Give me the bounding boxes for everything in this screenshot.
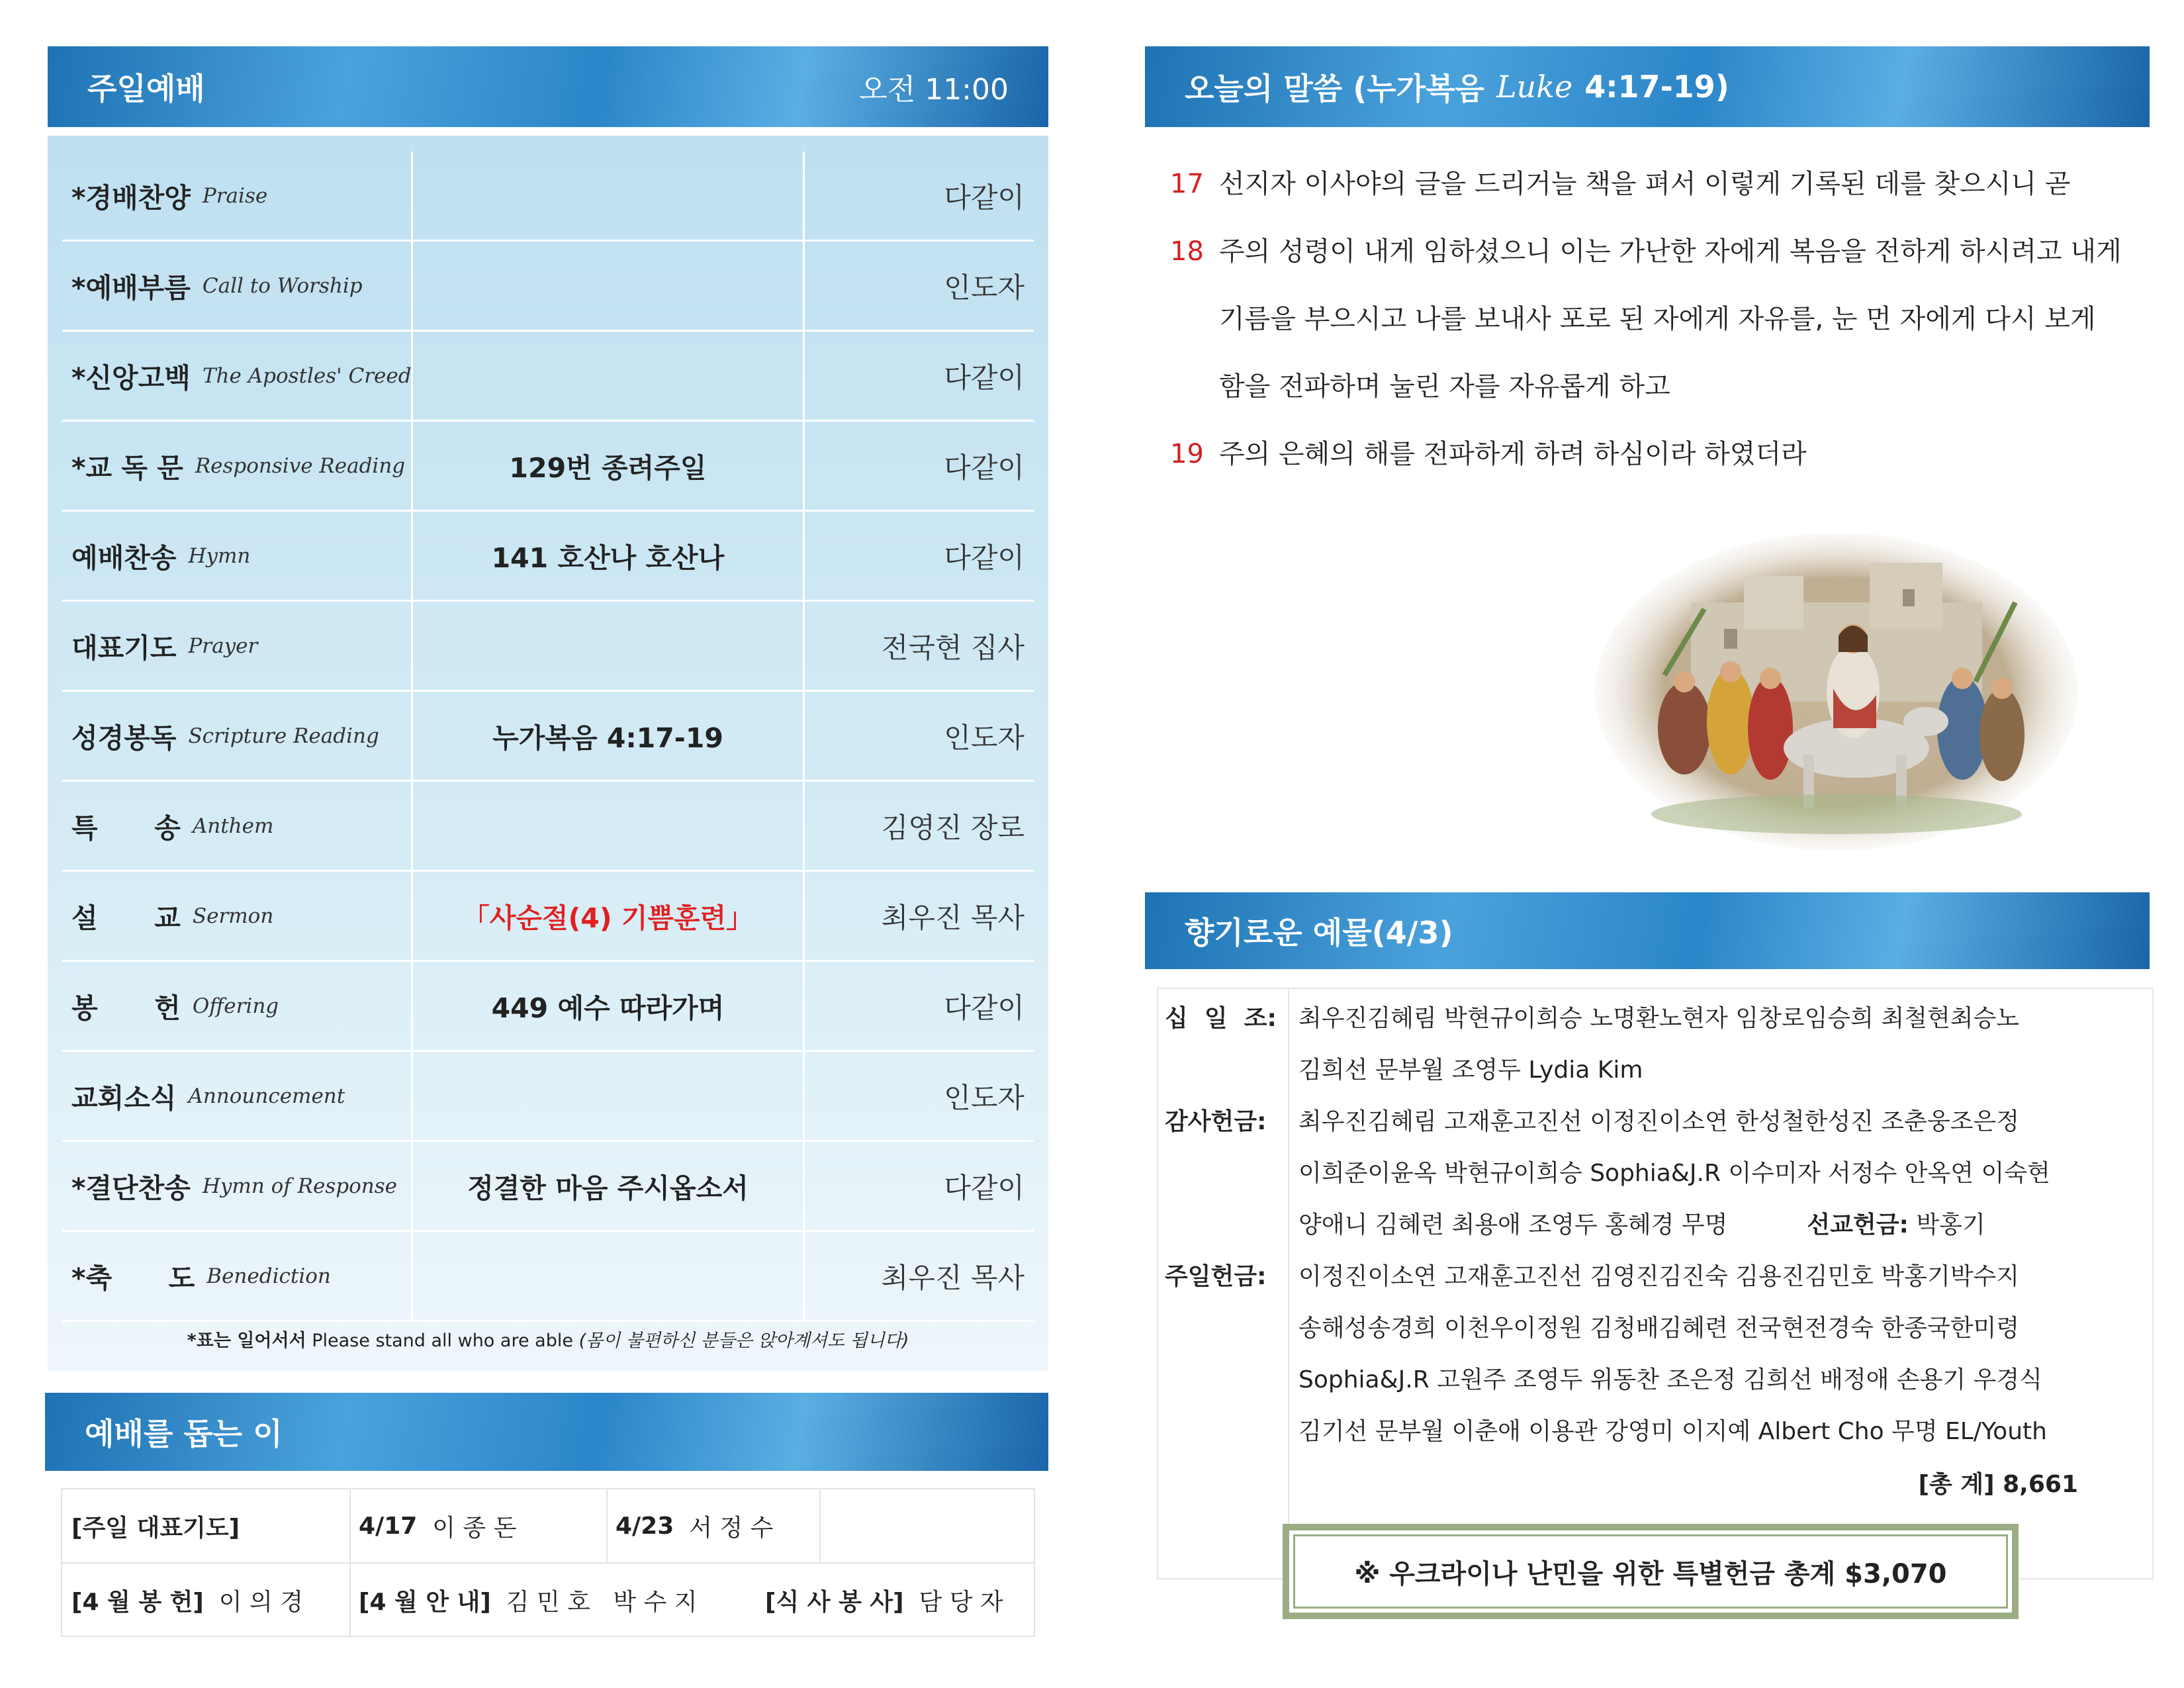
- order-item-ko: *예배부름: [71, 272, 191, 304]
- order-item-detail: 449 예수 따라가며: [413, 962, 805, 1050]
- prayer-1-name: 이 종 돈: [432, 1514, 517, 1542]
- stand-note-en: Please stand all who are able: [312, 1331, 573, 1351]
- offerings-title: 향기로운 예물(4/3): [1185, 915, 1453, 951]
- order-item-ko: *결단찬송: [71, 1172, 191, 1204]
- thanks-line-3: [1298, 1206, 1985, 1240]
- order-item-name: [62, 962, 413, 1050]
- order-item-detail: 「사순절(4) 기쁨훈련」: [413, 872, 805, 960]
- order-row: [62, 332, 1034, 422]
- order-item-leader: 인도자: [944, 271, 1024, 304]
- order-item-en: Call to Worship: [202, 273, 363, 298]
- order-item-en: Sermon: [192, 904, 274, 928]
- stand-note-italic: (몸이 불편하신 분들은 앉아계셔도 됩니다): [578, 1331, 909, 1351]
- order-item-name: [62, 512, 413, 600]
- order-item-leader: 다같이: [944, 181, 1024, 214]
- sunday-line-3: Sophia&J.R 고원주 조영두 위동찬 조은정 김희선 배정애 손용기 우경식: [1298, 1366, 2042, 1393]
- order-item-detail: [413, 602, 805, 690]
- order-item-leader: 최우진 목사: [881, 901, 1024, 934]
- order-item-leader: 최우진 목사: [881, 1261, 1024, 1294]
- order-row: [62, 692, 1034, 782]
- mission-names: 박홍기: [1916, 1211, 1985, 1239]
- sunday-line-4: 김기선 문부월 이춘애 이용관 강영미 이지예 Albert Cho 무명 EL/Youth: [1298, 1418, 2047, 1445]
- order-row: [62, 422, 1034, 512]
- prayer-2-name: 서 정 수: [689, 1514, 774, 1542]
- order-item-detail: 141 호산나 호산나: [413, 512, 805, 600]
- offerings-header: [1145, 892, 2150, 969]
- tithe-label: 십 일 조:: [1165, 1005, 1277, 1032]
- thanks-label: 감사헌금:: [1165, 1108, 1267, 1135]
- order-item-detail: [413, 1232, 805, 1320]
- order-row: [62, 872, 1034, 962]
- thanks-line-1: 최우진김혜림 고재훈고진선 이정진이소연 한성철한성진 조춘웅조은정: [1298, 1108, 2020, 1135]
- order-item-ko: *교 독 문: [71, 452, 183, 484]
- order-row: [62, 152, 1034, 242]
- prayer-label: [주일 대표기도]: [71, 1514, 240, 1542]
- order-row: [62, 1052, 1034, 1142]
- order-row: [62, 512, 1034, 602]
- palm-sunday-illustration: [1592, 530, 2081, 854]
- helpers-title: 예배를 돕는 이: [85, 1416, 283, 1452]
- order-item-detail: [413, 1052, 805, 1140]
- meal-label: [식 사 봉 사]: [765, 1588, 904, 1616]
- order-item-ko: 봉 헌: [71, 992, 181, 1024]
- scripture-title-prefix: 오늘의 말씀 (누가복음: [1185, 71, 1484, 107]
- order-item-name: [62, 332, 413, 420]
- offering-label: [4 월 봉 헌]: [71, 1588, 204, 1616]
- order-item-detail: [413, 242, 805, 330]
- verse-18: 18 주의 성령이 내게 임하셨으니 이는 가난한 자에게 복음을 전하게 하시려고 내게: [1170, 236, 2122, 267]
- order-item-leader: 다같이: [944, 991, 1024, 1024]
- order-item-leader: 다같이: [944, 541, 1024, 574]
- order-item-name: [62, 1232, 413, 1320]
- order-item-leader: 전국현 집사: [881, 631, 1024, 664]
- order-item-en: Hymn of Response: [202, 1174, 397, 1198]
- tithe-line-2: 김희선 문부월 조영두 Lydia Kim: [1298, 1056, 1643, 1084]
- scripture-header: [1145, 46, 2150, 127]
- order-row: [62, 1142, 1034, 1232]
- worship-time: 오전 11:00: [859, 73, 1009, 107]
- order-item-ko: *신앙고백: [71, 362, 191, 394]
- order-item-en: Benediction: [206, 1264, 331, 1288]
- scripture-title-en: Luke: [1496, 69, 1573, 105]
- tithe-line-1: 최우진김혜림 박현규이희승 노명환노현자 임창로임승희 최철현최승노: [1298, 1005, 2020, 1032]
- sunday-line-2: 송해성송경희 이천우이정원 김청배김혜련 전국현전경숙 한종국한미령: [1298, 1315, 2020, 1342]
- order-row: [62, 782, 1034, 872]
- verse-17: 17 선지자 이사야의 글을 드리거늘 책을 펴서 이렇게 기록된 데를 찾으시니 곧: [1170, 169, 2071, 199]
- order-item-ko: 교회소식: [71, 1082, 177, 1114]
- stand-note-bold: *표는 일어서서: [187, 1331, 306, 1351]
- order-row: [62, 1232, 1034, 1322]
- order-item-en: Anthem: [192, 814, 274, 838]
- thanks-line-3-text: 양애니 김혜련 최용애 조영두 홍혜경 무명: [1298, 1211, 1728, 1239]
- prayer-1-date: 4/17: [359, 1512, 418, 1540]
- order-item-ko: 설 교: [71, 902, 181, 934]
- usher-names: 김 민 호 박 수 지: [506, 1588, 698, 1616]
- order-item-name: [62, 872, 413, 960]
- order-item-name: [62, 152, 413, 240]
- order-item-en: Announcement: [188, 1084, 345, 1108]
- verse-19: 19 주의 은혜의 해를 전파하게 하려 하심이라 하였더라: [1170, 439, 1807, 469]
- order-row: [62, 602, 1034, 692]
- order-item-leader: 다같이: [944, 1171, 1024, 1204]
- offering-name: 이 의 경: [218, 1588, 303, 1616]
- order-item-ko: *축 도: [71, 1262, 195, 1294]
- order-item-ko: 예배찬송: [71, 542, 177, 574]
- order-item-leader: 김영진 장로: [881, 811, 1024, 844]
- order-item-detail: 정결한 마음 주시옵소서: [413, 1142, 805, 1230]
- prayer-2-date: 4/23: [615, 1512, 674, 1540]
- order-item-leader: 인도자: [944, 721, 1024, 754]
- mission-label: 선교헌금:: [1807, 1211, 1909, 1239]
- order-item-ko: *경배찬양: [71, 182, 191, 214]
- order-item-leader: 인도자: [944, 1081, 1024, 1114]
- order-item-en: Scripture Reading: [188, 724, 379, 748]
- order-item-name: [62, 1142, 413, 1230]
- usher-label: [4 월 안 내]: [359, 1588, 491, 1616]
- order-row: [62, 962, 1034, 1052]
- helpers-table: [61, 1488, 1035, 1637]
- verse-18-line-2: 기름을 부으시고 나를 보내사 포로 된 자에게 자유를, 눈 먼 자에게 다시 보게: [1219, 304, 2096, 334]
- order-item-name: [62, 602, 413, 690]
- order-item-detail: [413, 152, 805, 240]
- scripture-title-suffix: 4:17-19): [1584, 69, 1729, 105]
- sunday-line-1: 이정진이소연 고재훈고진선 김영진김진숙 김용진김민호 박홍기박수지: [1298, 1263, 2020, 1290]
- order-item-name: [62, 692, 413, 780]
- offering-total: [총 계] 8,661: [1918, 1471, 2078, 1498]
- order-item-detail: 129번 종려주일: [413, 422, 805, 510]
- order-item-en: Responsive Reading: [195, 453, 406, 478]
- order-item-detail: [413, 332, 805, 420]
- stand-note: [48, 1326, 1048, 1352]
- order-item-ko: 특 송: [71, 812, 181, 844]
- special-offering-box: [1283, 1524, 2019, 1619]
- special-offering-text: ※ 우크라이나 난민을 위한 특별헌금 총계 $3,070: [1354, 1558, 1947, 1589]
- worship-title: 주일예배: [87, 71, 205, 107]
- order-item-en: The Apostles' Creed: [202, 363, 412, 388]
- verse-18-line-3: 함을 전파하며 눌린 자를 자유롭게 하고: [1219, 371, 1670, 402]
- order-item-en: Praise: [202, 183, 268, 208]
- order-item-en: Offering: [192, 994, 279, 1018]
- order-item-detail: 누가복음 4:17-19: [413, 692, 805, 780]
- helpers-header: [45, 1393, 1048, 1471]
- order-item-en: Prayer: [188, 633, 258, 658]
- order-item-name: [62, 422, 413, 510]
- order-item-ko: 성경봉독: [71, 722, 177, 754]
- order-item-detail: [413, 782, 805, 870]
- order-item-ko: 대표기도: [71, 632, 177, 664]
- offerings-divider: [1288, 988, 1289, 1579]
- meal-name: 담 당 자: [919, 1588, 1003, 1616]
- order-item-en: Hymn: [188, 543, 251, 568]
- order-of-worship: [48, 136, 1048, 1371]
- order-item-name: [62, 242, 413, 330]
- thanks-line-2: 이희준이윤옥 박현규이희승 Sophia&J.R 이수미자 서정수 안옥연 이숙현: [1298, 1160, 2050, 1187]
- order-item-leader: 다같이: [944, 361, 1024, 394]
- order-row: [62, 242, 1034, 332]
- order-item-leader: 다같이: [944, 451, 1024, 484]
- sunday-label: 주일헌금:: [1165, 1263, 1267, 1290]
- worship-header: [48, 46, 1048, 127]
- order-item-name: [62, 782, 413, 870]
- order-item-name: [62, 1052, 413, 1140]
